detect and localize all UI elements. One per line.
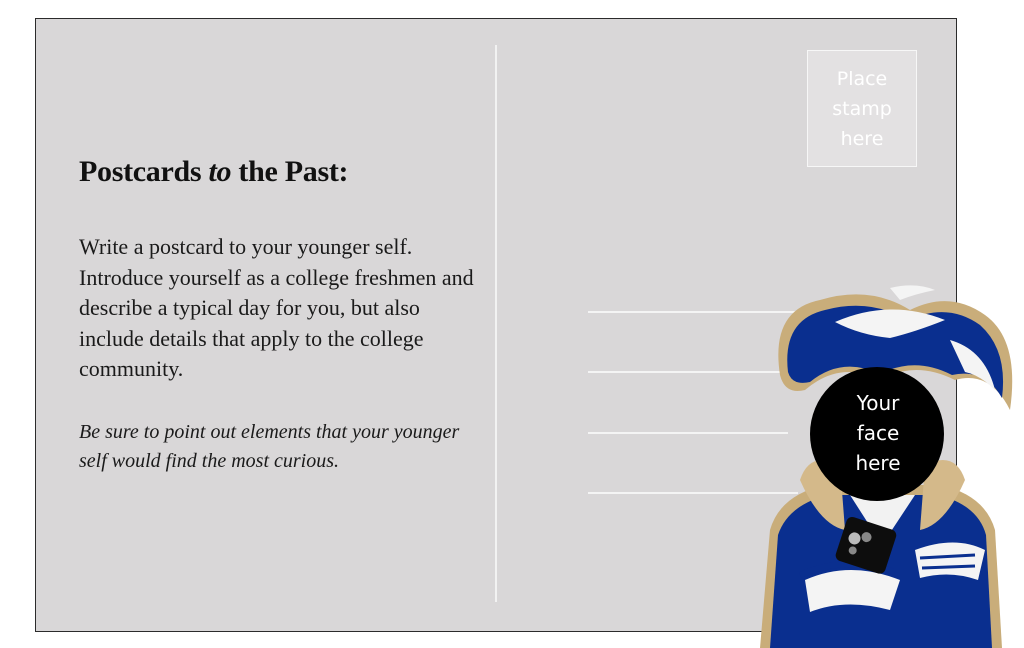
postcard-title bbox=[79, 155, 348, 189]
stamp-box bbox=[807, 50, 917, 167]
italic-note: Be sure to point out elements that your younger self would find the most curious. bbox=[79, 421, 460, 472]
title-part1: Postcards bbox=[79, 155, 209, 188]
title-italic: to bbox=[208, 155, 232, 188]
stamp-label: Place stamp here bbox=[832, 67, 892, 150]
instructions-text: Write a postcard to your younger self. Introduce yourself as a college freshmen and describe a typical day for you, but also include details that apply to the college community. bbox=[79, 234, 474, 381]
postcard-divider bbox=[495, 45, 497, 602]
title-part2: the Past: bbox=[231, 155, 349, 188]
face-placeholder-label: Your face here bbox=[855, 391, 901, 475]
